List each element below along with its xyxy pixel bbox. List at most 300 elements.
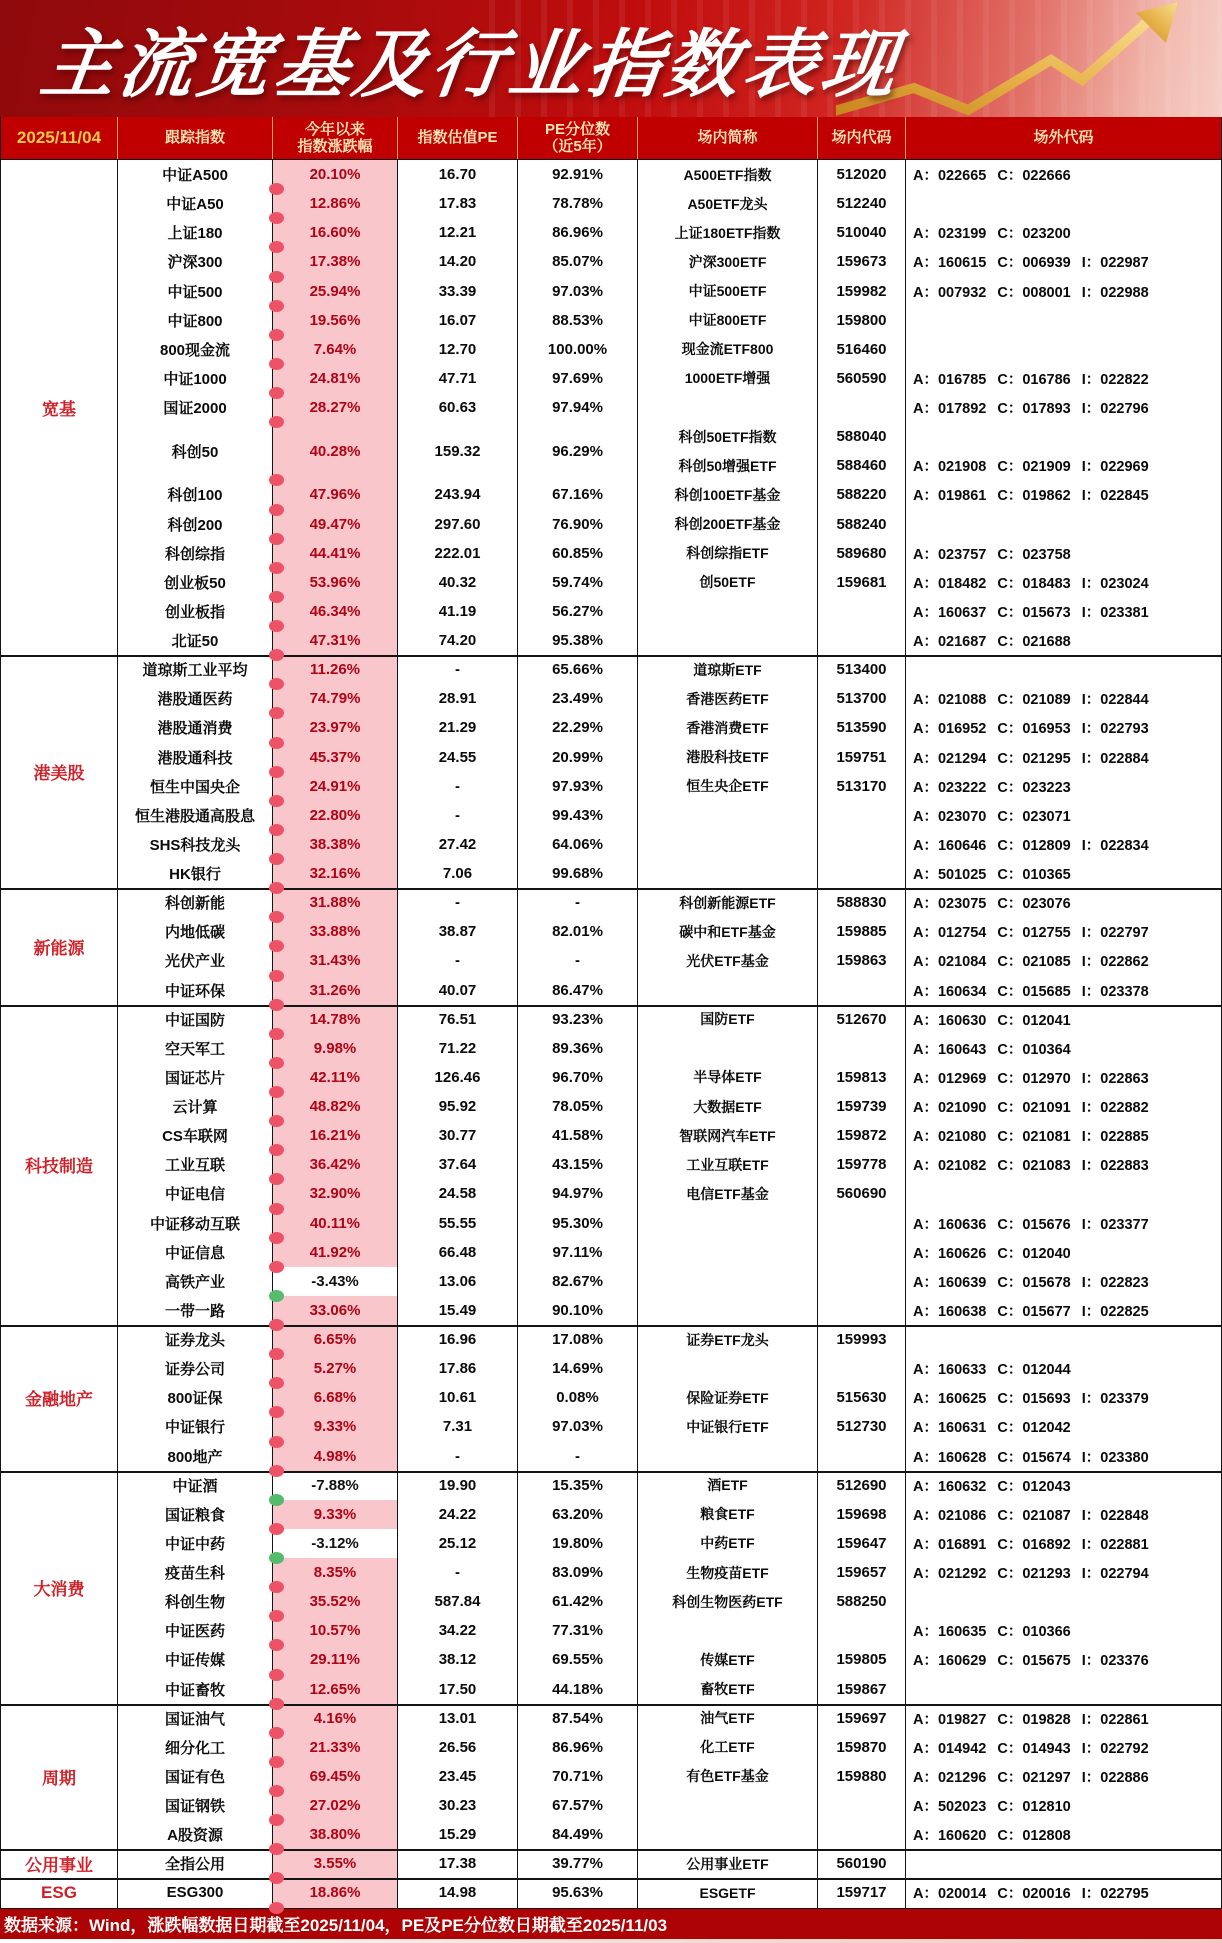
up-dot-icon xyxy=(269,970,284,982)
pe-value: 12.70 xyxy=(398,335,518,364)
exchange-code: 512020 xyxy=(818,160,906,189)
pe-value: 243.94 xyxy=(398,480,518,509)
pe-value: 7.31 xyxy=(398,1412,518,1441)
etf-abbr: 生物疫苗ETF xyxy=(638,1558,818,1587)
etf-abbr xyxy=(638,1267,818,1296)
otc-codes: A：012969 C：012970 I：022863 xyxy=(913,1070,1149,1087)
otc-codes xyxy=(906,189,1221,218)
index-table xyxy=(0,117,1222,1909)
table-row xyxy=(118,1092,1221,1121)
pe-value: 14.98 xyxy=(398,1878,518,1907)
etf-abbr: 中证500ETF xyxy=(638,277,818,306)
section-公用事业 xyxy=(1,1849,1221,1878)
etf-abbr: 恒生央企ETF xyxy=(638,772,818,801)
pe-value: 13.01 xyxy=(398,1704,518,1733)
ytd-change: 6.65% xyxy=(273,1325,398,1354)
otc-codes: A：023757 C：023758 xyxy=(913,546,1071,563)
up-dot-icon xyxy=(269,387,284,399)
otc-codes: A：160628 C：015674 I：023380 xyxy=(913,1449,1149,1466)
index-name: 北证50 xyxy=(118,626,273,655)
pe-percentile: 59.74% xyxy=(518,568,638,597)
pe-percentile: 99.43% xyxy=(518,801,638,830)
exchange-code: 159863 xyxy=(818,946,906,975)
exchange-code xyxy=(818,597,906,626)
ytd-change: 21.33% xyxy=(273,1733,398,1762)
index-name: 中证中药 xyxy=(118,1529,273,1558)
banner xyxy=(0,0,1222,117)
table-row xyxy=(118,1383,1221,1412)
otc-codes: A：021687 C：021688 xyxy=(913,634,1071,651)
pe-percentile: 67.16% xyxy=(518,480,638,509)
up-dot-icon xyxy=(269,853,284,865)
otc-codes: A：019861 C：019862 I：022845 xyxy=(913,488,1149,505)
etf-abbr: 沪深300ETF xyxy=(638,247,818,276)
up-dot-icon xyxy=(269,329,284,341)
table-row xyxy=(118,1325,1221,1354)
pe-percentile: 63.20% xyxy=(518,1500,638,1529)
ytd-change: 18.86% xyxy=(273,1878,398,1907)
otc-codes: A：160638 C：015677 I：022825 xyxy=(913,1303,1149,1320)
ytd-change: 29.11% xyxy=(273,1645,398,1674)
exchange-code xyxy=(818,626,906,655)
table-row xyxy=(118,480,1221,509)
index-name: 中证环保 xyxy=(118,976,273,1005)
etf-abbr: 香港消费ETF xyxy=(638,713,818,742)
pe-value: 26.56 xyxy=(398,1733,518,1762)
pe-percentile: 0.08% xyxy=(518,1383,638,1412)
otc-codes: A：020014 C：020016 I：022795 xyxy=(913,1886,1149,1903)
sub-rows xyxy=(638,422,1221,480)
otc-codes: A：021908 C：021909 I：022969 xyxy=(913,459,1149,476)
pe-percentile: 86.96% xyxy=(518,218,638,247)
header-ytd-line1: 今年以来 xyxy=(304,120,365,138)
exchange-code: 560590 xyxy=(818,364,906,393)
index-name: 中证移动互联 xyxy=(118,1209,273,1238)
etf-abbr: 道琼斯ETF xyxy=(638,655,818,684)
index-name: SHS科技龙头 xyxy=(118,830,273,859)
etf-abbr: 香港医药ETF xyxy=(638,684,818,713)
up-dot-icon xyxy=(269,1727,284,1739)
pe-percentile: 43.15% xyxy=(518,1150,638,1179)
ytd-change: 12.86% xyxy=(273,189,398,218)
pe-percentile: - xyxy=(518,946,638,975)
table-header xyxy=(1,117,1221,160)
table-row xyxy=(118,1675,1221,1704)
etf-abbr: 碳中和ETF基金 xyxy=(638,917,818,946)
etf-abbr xyxy=(638,393,818,422)
table-row xyxy=(118,247,1221,276)
footer-note xyxy=(0,1909,1222,1939)
section-rows xyxy=(118,655,1221,888)
pe-value: 34.22 xyxy=(398,1616,518,1645)
exchange-code: 159698 xyxy=(818,1500,906,1529)
category-label: 周期 xyxy=(1,1704,118,1850)
pe-percentile: 89.36% xyxy=(518,1034,638,1063)
pe-percentile: 97.11% xyxy=(518,1238,638,1267)
ytd-change: 28.27% xyxy=(273,393,398,422)
pe-percentile: 86.47% xyxy=(518,976,638,1005)
exchange-code xyxy=(818,1034,906,1063)
table-row xyxy=(118,859,1221,888)
exchange-code: 515630 xyxy=(818,1383,906,1412)
otc-codes: A：017892 C：017893 I：022796 xyxy=(913,401,1149,418)
pe-value: 24.58 xyxy=(398,1179,518,1208)
pe-value: 16.96 xyxy=(398,1325,518,1354)
otc-codes: A：160625 C：015693 I：023379 xyxy=(913,1391,1149,1408)
otc-codes: A：023075 C：023076 xyxy=(913,896,1071,913)
table-row xyxy=(118,1121,1221,1150)
pe-percentile: 87.54% xyxy=(518,1704,638,1733)
index-name: 中证银行 xyxy=(118,1412,273,1441)
etf-abbr: 化工ETF xyxy=(638,1733,818,1762)
ytd-change: 25.94% xyxy=(273,277,398,306)
exchange-code: 512730 xyxy=(818,1412,906,1441)
etf-abbr: 光伏ETF基金 xyxy=(638,946,818,975)
header-date: 2025/11/04 xyxy=(1,117,118,159)
exchange-code xyxy=(818,1296,906,1325)
etf-abbr xyxy=(638,859,818,888)
otc-codes xyxy=(906,1675,1221,1704)
otc-codes: A：160646 C：012809 I：022834 xyxy=(913,837,1149,854)
pe-percentile: 67.57% xyxy=(518,1791,638,1820)
pe-percentile: 97.93% xyxy=(518,772,638,801)
pe-value: - xyxy=(398,655,518,684)
index-name: 中证医药 xyxy=(118,1616,273,1645)
header-pe-percentile-line1: PE分位数 xyxy=(544,120,610,138)
index-name: CS车联网 xyxy=(118,1121,273,1150)
pe-value: 66.48 xyxy=(398,1238,518,1267)
exchange-code: 159867 xyxy=(818,1675,906,1704)
otc-codes: A：021086 C：021087 I：022848 xyxy=(913,1507,1149,1524)
up-dot-icon xyxy=(269,1669,284,1681)
table-row xyxy=(118,830,1221,859)
otc-codes: A：021088 C：021089 I：022844 xyxy=(913,692,1149,709)
table-row xyxy=(118,1791,1221,1820)
etf-abbr xyxy=(638,597,818,626)
up-dot-icon xyxy=(269,620,284,632)
pe-percentile: 69.55% xyxy=(518,1645,638,1674)
ytd-change: 24.81% xyxy=(273,364,398,393)
exchange-code: 588460 xyxy=(818,451,906,480)
exchange-code: 512690 xyxy=(818,1471,906,1500)
pe-value: 47.71 xyxy=(398,364,518,393)
pe-value: 297.60 xyxy=(398,510,518,539)
otc-codes xyxy=(906,335,1221,364)
up-dot-icon xyxy=(269,795,284,807)
up-dot-icon xyxy=(269,504,284,516)
table-row xyxy=(118,364,1221,393)
exchange-code: 159681 xyxy=(818,568,906,597)
exchange-code: 560190 xyxy=(818,1849,906,1878)
index-name: 科创综指 xyxy=(118,539,273,568)
ytd-change: 74.79% xyxy=(273,684,398,713)
bottom-strip xyxy=(0,1939,1222,1943)
etf-abbr: 创50ETF xyxy=(638,568,818,597)
table-row xyxy=(118,1704,1221,1733)
header-ytd-change xyxy=(273,117,398,159)
exchange-code: 159778 xyxy=(818,1150,906,1179)
ytd-change: 38.80% xyxy=(273,1820,398,1849)
ytd-change: 3.55% xyxy=(273,1849,398,1878)
index-name: 科创50 xyxy=(118,422,273,480)
ytd-change: 4.98% xyxy=(273,1442,398,1471)
etf-abbr: 畜牧ETF xyxy=(638,1675,818,1704)
index-name: 800证保 xyxy=(118,1383,273,1412)
ytd-change: 32.90% xyxy=(273,1179,398,1208)
etf-abbr: A50ETF龙头 xyxy=(638,189,818,218)
etf-abbr: 1000ETF增强 xyxy=(638,364,818,393)
pe-value: 19.90 xyxy=(398,1471,518,1500)
otc-codes: A：016952 C：016953 I：022793 xyxy=(913,721,1149,738)
otc-codes: A：160639 C：015678 I：022823 xyxy=(913,1274,1149,1291)
otc-codes: A：021082 C：021083 I：022883 xyxy=(913,1158,1149,1175)
exchange-code: 588240 xyxy=(818,510,906,539)
table-row xyxy=(118,1267,1221,1296)
up-dot-icon xyxy=(269,271,284,283)
etf-abbr xyxy=(638,1442,818,1471)
etf-abbr: 电信ETF基金 xyxy=(638,1179,818,1208)
exchange-code: 588250 xyxy=(818,1587,906,1616)
table-row xyxy=(118,1005,1221,1034)
table-row xyxy=(118,801,1221,830)
pe-value: 30.77 xyxy=(398,1121,518,1150)
exchange-code xyxy=(818,859,906,888)
pe-value: 41.19 xyxy=(398,597,518,626)
table-row xyxy=(118,393,1221,422)
ytd-change: 36.42% xyxy=(273,1150,398,1179)
index-name: 中证A500 xyxy=(118,160,273,189)
exchange-code xyxy=(818,393,906,422)
ytd-change: 24.91% xyxy=(273,772,398,801)
exchange-code: 513170 xyxy=(818,772,906,801)
category-label: 新能源 xyxy=(1,888,118,1005)
index-name: 沪深300 xyxy=(118,247,273,276)
ytd-change: 47.31% xyxy=(273,626,398,655)
table-row xyxy=(118,1179,1221,1208)
otc-codes: A：160633 C：012044 xyxy=(913,1362,1071,1379)
index-name: 细分化工 xyxy=(118,1733,273,1762)
section-金融地产 xyxy=(1,1325,1221,1471)
exchange-code: 159697 xyxy=(818,1704,906,1733)
etf-abbr xyxy=(638,830,818,859)
table-row xyxy=(118,976,1221,1005)
otc-codes: A：021090 C：021091 I：022882 xyxy=(913,1100,1149,1117)
ytd-change: 33.88% xyxy=(273,917,398,946)
table-row xyxy=(118,1412,1221,1441)
ytd-change: 38.38% xyxy=(273,830,398,859)
header-otc-codes: 场外代码 xyxy=(1033,129,1094,147)
pe-percentile: 77.31% xyxy=(518,1616,638,1645)
section-大消费 xyxy=(1,1471,1221,1704)
header-track-index: 跟踪指数 xyxy=(118,117,273,159)
etf-abbr: 证券ETF龙头 xyxy=(638,1325,818,1354)
table-row xyxy=(118,917,1221,946)
header-ytd-line2: 指数涨跌幅 xyxy=(297,138,373,155)
exchange-code: 159993 xyxy=(818,1325,906,1354)
ytd-change: 16.60% xyxy=(273,218,398,247)
index-name: 中证1000 xyxy=(118,364,273,393)
pe-value: 17.38 xyxy=(398,1849,518,1878)
otc-codes: A：023222 C：023223 xyxy=(913,779,1071,796)
pe-percentile: 56.27% xyxy=(518,597,638,626)
header-pe-percentile-line2: （近5年） xyxy=(543,138,612,155)
otc-codes: A：021292 C：021293 I：022794 xyxy=(913,1566,1149,1583)
table-row xyxy=(118,1587,1221,1616)
ytd-change: 69.45% xyxy=(273,1762,398,1791)
etf-abbr: 科创新能源ETF xyxy=(638,888,818,917)
ytd-change: 19.56% xyxy=(273,306,398,335)
index-name: 恒生港股通高股息 xyxy=(118,801,273,830)
exchange-code: 512670 xyxy=(818,1005,906,1034)
index-name: 全指公用 xyxy=(118,1849,273,1878)
etf-abbr xyxy=(638,976,818,1005)
pe-percentile: 70.71% xyxy=(518,1762,638,1791)
pe-percentile: 41.58% xyxy=(518,1121,638,1150)
pe-value: - xyxy=(398,801,518,830)
etf-abbr xyxy=(638,1354,818,1383)
otc-codes: A：021084 C：021085 I：022862 xyxy=(913,954,1149,971)
up-dot-icon xyxy=(269,300,284,312)
otc-codes: A：501025 C：010365 xyxy=(913,867,1071,884)
section-科技制造 xyxy=(1,1005,1221,1325)
table-row xyxy=(118,1849,1221,1878)
pe-value: 17.50 xyxy=(398,1675,518,1704)
index-name: 中证信息 xyxy=(118,1238,273,1267)
otc-codes: A：160635 C：010366 xyxy=(913,1624,1071,1641)
ytd-change: 12.65% xyxy=(273,1675,398,1704)
section-宽基 xyxy=(1,160,1221,655)
up-dot-icon xyxy=(269,999,284,1011)
exchange-code: 159800 xyxy=(818,306,906,335)
pe-value: 95.92 xyxy=(398,1092,518,1121)
pe-value: 24.55 xyxy=(398,743,518,772)
ytd-change: 8.35% xyxy=(273,1558,398,1587)
section-rows xyxy=(118,1325,1221,1471)
pe-value: - xyxy=(398,1442,518,1471)
otc-codes: A：160629 C：015675 I：023376 xyxy=(913,1653,1149,1670)
pe-value: 15.29 xyxy=(398,1820,518,1849)
table-row xyxy=(118,888,1221,917)
pe-percentile: 20.99% xyxy=(518,743,638,772)
otc-codes: A：160637 C：015673 I：023381 xyxy=(913,604,1149,621)
pe-value: 12.21 xyxy=(398,218,518,247)
exchange-code xyxy=(818,976,906,1005)
pe-percentile: 99.68% xyxy=(518,859,638,888)
pe-percentile: 96.29% xyxy=(518,422,638,480)
table-row xyxy=(118,1878,1221,1907)
pe-value: 14.20 xyxy=(398,247,518,276)
table-row xyxy=(118,1733,1221,1762)
ytd-change: 31.88% xyxy=(273,888,398,917)
index-name: 中证A50 xyxy=(118,189,273,218)
table-row xyxy=(118,1442,1221,1471)
pe-percentile: 95.30% xyxy=(518,1209,638,1238)
etf-abbr xyxy=(638,801,818,830)
exchange-code: 159805 xyxy=(818,1645,906,1674)
ytd-change: 46.34% xyxy=(273,597,398,626)
pe-value: - xyxy=(398,772,518,801)
exchange-code: 513700 xyxy=(818,684,906,713)
pe-percentile: 97.03% xyxy=(518,1412,638,1441)
pe-percentile: 94.97% xyxy=(518,1179,638,1208)
pe-value: 28.91 xyxy=(398,684,518,713)
otc-codes: A：502023 C：012810 xyxy=(913,1799,1071,1816)
ytd-change: 40.11% xyxy=(273,1209,398,1238)
pe-value: 55.55 xyxy=(398,1209,518,1238)
pe-value: 30.23 xyxy=(398,1791,518,1820)
table-row xyxy=(118,946,1221,975)
pe-value: 222.01 xyxy=(398,539,518,568)
otc-codes: A：007932 C：008001 I：022988 xyxy=(913,284,1149,301)
etf-abbr: 科创100ETF基金 xyxy=(638,480,818,509)
section-rows xyxy=(118,1704,1221,1850)
exchange-code: 588040 xyxy=(818,422,906,451)
ytd-change: 35.52% xyxy=(273,1587,398,1616)
etf-abbr: 保险证券ETF xyxy=(638,1383,818,1412)
exchange-code xyxy=(818,1791,906,1820)
pe-value: 13.06 xyxy=(398,1267,518,1296)
etf-abbr: 港股科技ETF xyxy=(638,743,818,772)
table-row xyxy=(118,218,1221,247)
exchange-code xyxy=(818,1209,906,1238)
index-name: 疫苗生科 xyxy=(118,1558,273,1587)
pe-value: 10.61 xyxy=(398,1383,518,1412)
index-name: 国证粮食 xyxy=(118,1500,273,1529)
table-row xyxy=(118,713,1221,742)
pe-value: 17.86 xyxy=(398,1354,518,1383)
up-dot-icon xyxy=(269,1465,284,1477)
section-rows xyxy=(118,888,1221,1005)
etf-abbr: 科创50增强ETF xyxy=(638,451,818,480)
etf-abbr xyxy=(638,1296,818,1325)
index-name: 800现金流 xyxy=(118,335,273,364)
ytd-change: 27.02% xyxy=(273,1791,398,1820)
index-name: 800地产 xyxy=(118,1442,273,1471)
etf-abbr: 油气ETF xyxy=(638,1704,818,1733)
etf-abbr: 科创50ETF指数 xyxy=(638,422,818,451)
index-name: A股资源 xyxy=(118,1820,273,1849)
etf-abbr: 现金流ETF800 xyxy=(638,335,818,364)
otc-codes xyxy=(906,306,1221,335)
table-row xyxy=(118,1762,1221,1791)
exchange-code: 589680 xyxy=(818,539,906,568)
etf-abbr xyxy=(638,1209,818,1238)
up-dot-icon xyxy=(269,533,284,545)
pe-percentile: 23.49% xyxy=(518,684,638,713)
pe-value: 27.42 xyxy=(398,830,518,859)
up-dot-icon xyxy=(269,1756,284,1768)
data-source-text: 数据来源：Wind，涨跌幅数据日期截至2025/11/04，PE及PE分位数日期截至2025/11/03 xyxy=(4,1916,668,1936)
pe-value: 587.84 xyxy=(398,1587,518,1616)
pe-value: 23.45 xyxy=(398,1762,518,1791)
ytd-change: 20.10% xyxy=(273,160,398,189)
etf-abbr xyxy=(638,1616,818,1645)
ytd-change: 14.78% xyxy=(273,1005,398,1034)
otc-codes: A：160630 C：012041 xyxy=(913,1012,1071,1029)
otc-codes: A：016785 C：016786 I：022822 xyxy=(913,371,1149,388)
pe-value: 24.22 xyxy=(398,1500,518,1529)
pe-value: 15.49 xyxy=(398,1296,518,1325)
pe-percentile: 100.00% xyxy=(518,335,638,364)
exchange-code: 159739 xyxy=(818,1092,906,1121)
exchange-code xyxy=(818,830,906,859)
category-label: 宽基 xyxy=(1,160,118,655)
exchange-code: 159885 xyxy=(818,917,906,946)
pe-value: 37.64 xyxy=(398,1150,518,1179)
otc-codes: A：160626 C：012040 xyxy=(913,1245,1071,1262)
exchange-code xyxy=(818,1354,906,1383)
table-body xyxy=(1,160,1221,1909)
